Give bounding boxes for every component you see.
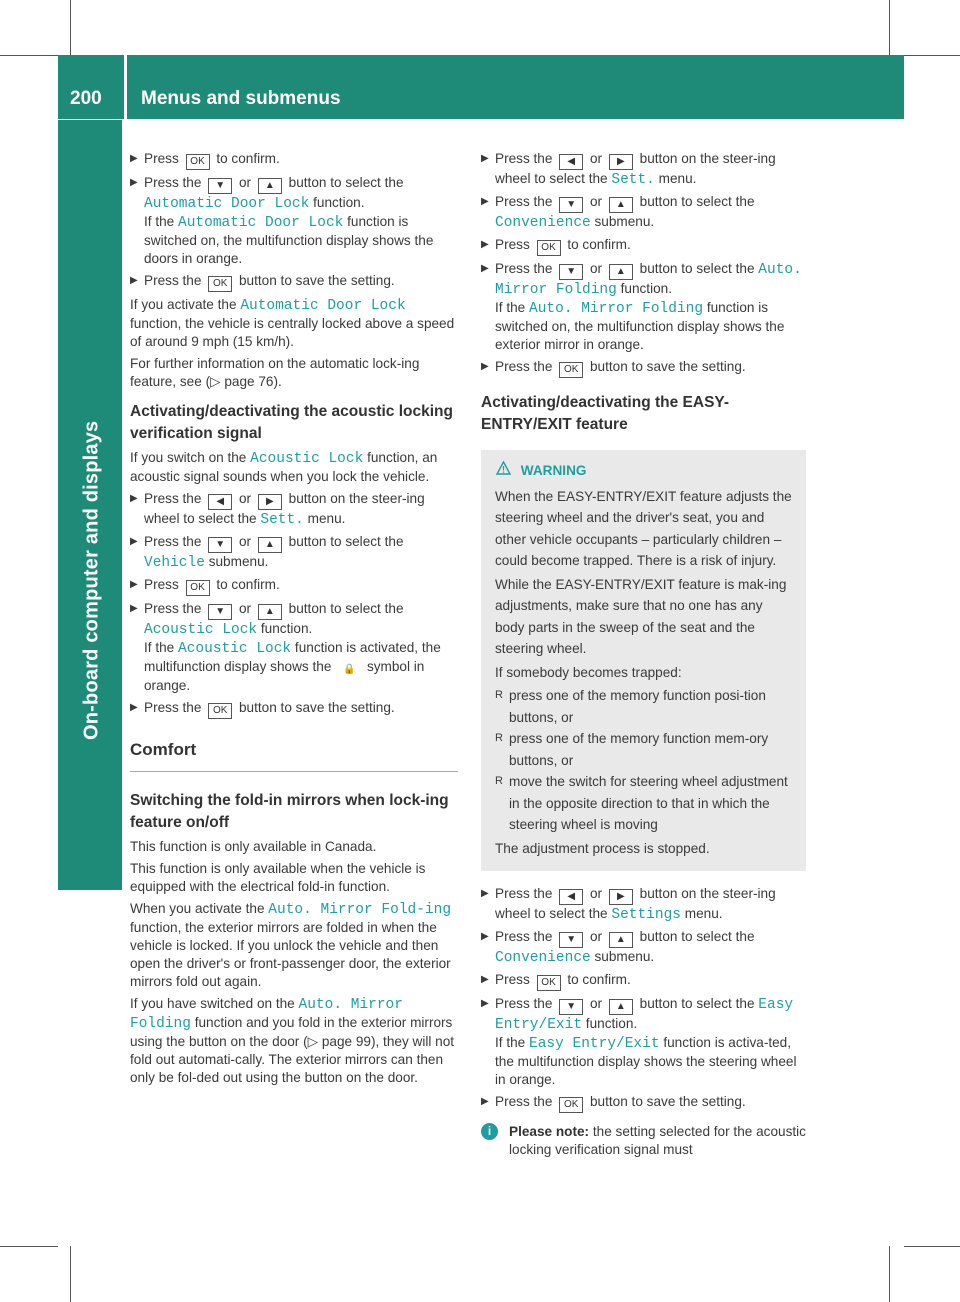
- menu-term: Convenience: [495, 950, 591, 966]
- menu-term: Acoustic Lock: [178, 641, 292, 657]
- text: Press the: [495, 1094, 553, 1109]
- menu-term: Easy Entry/Exit: [529, 1036, 660, 1052]
- step: [481, 885, 806, 924]
- heading-acoustic: Activating/deactivating the acoustic locking verification signal: [130, 403, 453, 442]
- warning-text: When the EASY-ENTRY/EXIT feature adjusts the steering wheel and the driver's seat, you and other vehicle occupants – particularly children – could become trapped. There is a risk of injury.: [495, 488, 792, 568]
- text: Press the: [495, 261, 553, 276]
- divider: [130, 771, 458, 772]
- text: Press the: [144, 491, 202, 506]
- text: Press the: [144, 534, 202, 549]
- step: [481, 193, 806, 232]
- text: Press the: [495, 359, 553, 374]
- paragraph: This function is only available when the vehicle is equipped with the electrical fold-in function.: [130, 861, 426, 894]
- ok-button-icon: OK: [559, 1097, 583, 1113]
- text: Press the: [495, 886, 553, 901]
- step: [481, 1093, 806, 1113]
- up-button-icon: ▲: [609, 197, 633, 213]
- down-button-icon: ▼: [559, 264, 583, 280]
- warning-header: [495, 460, 792, 482]
- left-button-icon: ◀: [559, 154, 583, 170]
- step: [481, 236, 806, 256]
- text: button to select the: [288, 534, 404, 549]
- text: symbol in orange.: [144, 659, 425, 693]
- paragraph: For further information on the automatic lock-ing feature, see (▷ page 76).: [130, 356, 420, 389]
- step: [130, 533, 460, 572]
- up-button-icon: ▲: [258, 178, 282, 194]
- step-save: [130, 272, 460, 292]
- up-button-icon: ▲: [258, 537, 282, 553]
- warning-text: While the EASY-ENTRY/EXIT feature is mak-ing adjustments, make sure that no one has any body parts in the sweep of the seat and the steering wheel.: [495, 576, 787, 656]
- text: Press: [495, 972, 530, 987]
- text: If you activate the: [130, 297, 237, 312]
- up-button-icon: ▲: [258, 604, 282, 620]
- crop-mark: [889, 1246, 890, 1302]
- text: Press the: [144, 700, 202, 715]
- text: If the: [144, 640, 175, 655]
- up-button-icon: ▲: [609, 932, 633, 948]
- text: function, the vehicle is centrally locked above a speed of around 9 mph (15 km/h).: [130, 316, 455, 349]
- step: [130, 699, 460, 719]
- bullet-item: R press one of the memory function mem-ory buttons, or: [495, 728, 792, 771]
- right-button-icon: ▶: [609, 154, 633, 170]
- menu-term: Automatic Door Lock: [240, 298, 406, 314]
- text: If you switch on the: [130, 450, 247, 465]
- step-select-function: [130, 174, 460, 268]
- text: button on the steer-ing wheel to select the: [495, 151, 776, 186]
- text: menu.: [684, 906, 723, 921]
- text: Press the: [144, 273, 202, 288]
- menu-term: Convenience: [495, 215, 591, 231]
- ok-button-icon: OK: [537, 240, 561, 256]
- paragraph: [130, 296, 460, 351]
- text: or: [589, 194, 603, 209]
- down-button-icon: ▼: [208, 604, 232, 620]
- left-button-icon: ◀: [208, 494, 232, 510]
- step: [481, 928, 806, 967]
- step: [481, 150, 806, 189]
- text: function.: [313, 195, 365, 210]
- down-button-icon: ▼: [208, 178, 232, 194]
- header-separator: [124, 55, 127, 119]
- text: submenu.: [594, 214, 655, 229]
- text: menu.: [658, 171, 697, 186]
- step: [481, 971, 806, 991]
- text: button to save the setting.: [238, 273, 395, 288]
- bullet-item: R press one of the memory function posi-tion buttons, or: [495, 685, 792, 728]
- text: button on the steer-ing wheel to select the: [144, 491, 425, 526]
- down-button-icon: ▼: [559, 932, 583, 948]
- section-title: Menus and submenus: [141, 88, 341, 109]
- text: function is activa-ted, the multifunction display shows the steering wheel in orange.: [495, 1035, 797, 1087]
- up-button-icon: ▲: [609, 264, 633, 280]
- heading-comfort: Comfort: [130, 740, 197, 759]
- paragraph: [130, 900, 460, 991]
- text: function and you fold in the exterior mirrors using the button on the door (▷ page 99), they will not fold out automati-cally. The exterior mirrors can then only be fol-ded out using the button on the door.: [130, 1015, 455, 1085]
- text: or: [238, 601, 252, 616]
- text: Press the: [495, 194, 553, 209]
- text: Press the: [144, 601, 202, 616]
- menu-term: Settings: [611, 907, 681, 923]
- menu-term: Acoustic Lock: [144, 622, 258, 638]
- step: [481, 358, 806, 378]
- text: or: [589, 261, 603, 276]
- text: button to select the: [288, 601, 404, 616]
- crop-mark: [70, 1246, 71, 1302]
- warning-text: The adjustment process is stopped.: [495, 840, 710, 856]
- text: function, an acoustic signal sounds when you lock the vehicle.: [130, 450, 438, 484]
- paragraph: [130, 995, 460, 1087]
- text: function is switched on, the multifunction display shows the exterior mirror in orange.: [495, 300, 785, 352]
- text: submenu.: [594, 949, 655, 964]
- text: or: [238, 534, 252, 549]
- text: Press the: [144, 175, 202, 190]
- text: If the: [495, 300, 526, 315]
- text: to confirm.: [216, 577, 280, 592]
- text: function is switched on, the multifunction display shows the doors in orange.: [144, 214, 434, 266]
- paragraph: This function is only available in Canada.: [130, 839, 377, 854]
- ok-button-icon: OK: [537, 975, 561, 991]
- text: to confirm.: [567, 237, 631, 252]
- crop-mark: [904, 1246, 960, 1247]
- crop-mark: [70, 0, 71, 55]
- text: or: [589, 996, 603, 1011]
- text: button to select the: [639, 194, 755, 209]
- ok-button-icon: OK: [208, 703, 232, 719]
- text: menu.: [307, 511, 346, 526]
- text: button to select the: [639, 929, 755, 944]
- text: to confirm.: [216, 151, 280, 166]
- warning-triangle-icon: [496, 461, 511, 475]
- text: Press the: [495, 151, 553, 166]
- text: function.: [620, 281, 672, 296]
- note: [481, 1123, 806, 1159]
- text: button to save the setting.: [589, 1094, 746, 1109]
- menu-term: Acoustic Lock: [250, 451, 364, 467]
- text: When you activate the: [130, 901, 265, 916]
- menu-term: Auto. Mirror Fold-ing: [268, 902, 452, 918]
- down-button-icon: ▼: [559, 197, 583, 213]
- ok-button-icon: OK: [186, 154, 210, 170]
- left-button-icon: ◀: [559, 889, 583, 905]
- text: If the: [144, 214, 175, 229]
- text: function is activated, the multifunction display shows the: [144, 640, 441, 674]
- text: button to select the: [639, 996, 755, 1011]
- text: function.: [260, 621, 313, 636]
- step: [481, 995, 806, 1089]
- step: [481, 260, 806, 354]
- menu-term: Sett.: [260, 512, 304, 528]
- text: function, the exterior mirrors are folded in when the vehicle is locked. If you unlock the vehicle and then open the driver's or front-passenger door, the exterior mirrors fold out again.: [130, 920, 451, 989]
- page-number: 200: [70, 88, 102, 109]
- text: button to select the: [288, 175, 404, 190]
- note-text: the setting selected for the acoustic locking verification signal must: [509, 1124, 806, 1157]
- text: Press the: [495, 996, 553, 1011]
- text: or: [589, 151, 603, 166]
- right-button-icon: ▶: [258, 494, 282, 510]
- crop-mark: [0, 55, 58, 56]
- warning-title: WARNING: [520, 463, 587, 478]
- ok-button-icon: OK: [208, 276, 232, 292]
- lock-icon: 🔒: [342, 664, 356, 675]
- text: button on the steer-ing wheel to select the: [495, 886, 776, 921]
- text: function.: [585, 1016, 638, 1031]
- menu-term: Easy Entry/Exit: [495, 997, 794, 1033]
- heading-easy-entry: Activating/deactivating the EASY-ENTRY/EXIT feature: [481, 394, 730, 433]
- side-tab-label: On-board computer and displays: [80, 420, 103, 740]
- menu-term: Automatic Door Lock: [144, 196, 310, 212]
- menu-term: Automatic Door Lock: [178, 215, 344, 231]
- right-button-icon: ▶: [609, 889, 633, 905]
- down-button-icon: ▼: [208, 537, 232, 553]
- info-icon: i: [481, 1123, 498, 1140]
- warning-icon: [495, 460, 511, 482]
- menu-term: Auto. Mirror Folding: [529, 301, 704, 317]
- text: or: [589, 886, 603, 901]
- crop-mark: [904, 55, 960, 56]
- left-column: [130, 150, 460, 1091]
- ok-button-icon: OK: [186, 580, 210, 596]
- text: Press: [495, 237, 530, 252]
- crop-mark: [0, 1246, 58, 1247]
- text: button to save the setting.: [589, 359, 746, 374]
- step: [130, 600, 460, 695]
- text: or: [238, 491, 252, 506]
- text: or: [238, 175, 252, 190]
- paragraph: [130, 449, 460, 486]
- bullet-item: R move the switch for steering wheel adjustment in the opposite direction to that in which the steering wheel is moving: [495, 771, 792, 836]
- step: [130, 576, 460, 596]
- menu-term: Sett.: [611, 172, 655, 188]
- text: If the: [495, 1035, 526, 1050]
- text: submenu.: [208, 554, 269, 569]
- crop-mark: [889, 0, 890, 55]
- text: Press the: [495, 929, 553, 944]
- warning-text: If somebody becomes trapped:: [495, 664, 682, 680]
- text: If you have switched on the: [130, 996, 295, 1011]
- note-label: Please note:: [509, 1124, 590, 1139]
- down-button-icon: ▼: [559, 999, 583, 1015]
- warning-box: [481, 450, 806, 871]
- step-press-ok: [130, 150, 460, 170]
- text: Press: [144, 577, 179, 592]
- text: button to select the: [639, 261, 755, 276]
- menu-term: Auto. Mirror Folding: [495, 262, 802, 298]
- right-column: [481, 150, 806, 1159]
- step: [130, 490, 460, 529]
- menu-term: Auto. Mirror Folding: [130, 997, 403, 1032]
- menu-term: Vehicle: [144, 555, 205, 571]
- ok-button-icon: OK: [559, 362, 583, 378]
- text: to confirm.: [567, 972, 631, 987]
- heading-fold-mirrors: Switching the fold-in mirrors when lock-ing feature on/off: [130, 792, 449, 831]
- text: Press: [144, 151, 179, 166]
- text: button to save the setting.: [238, 700, 395, 715]
- text: or: [589, 929, 603, 944]
- up-button-icon: ▲: [609, 999, 633, 1015]
